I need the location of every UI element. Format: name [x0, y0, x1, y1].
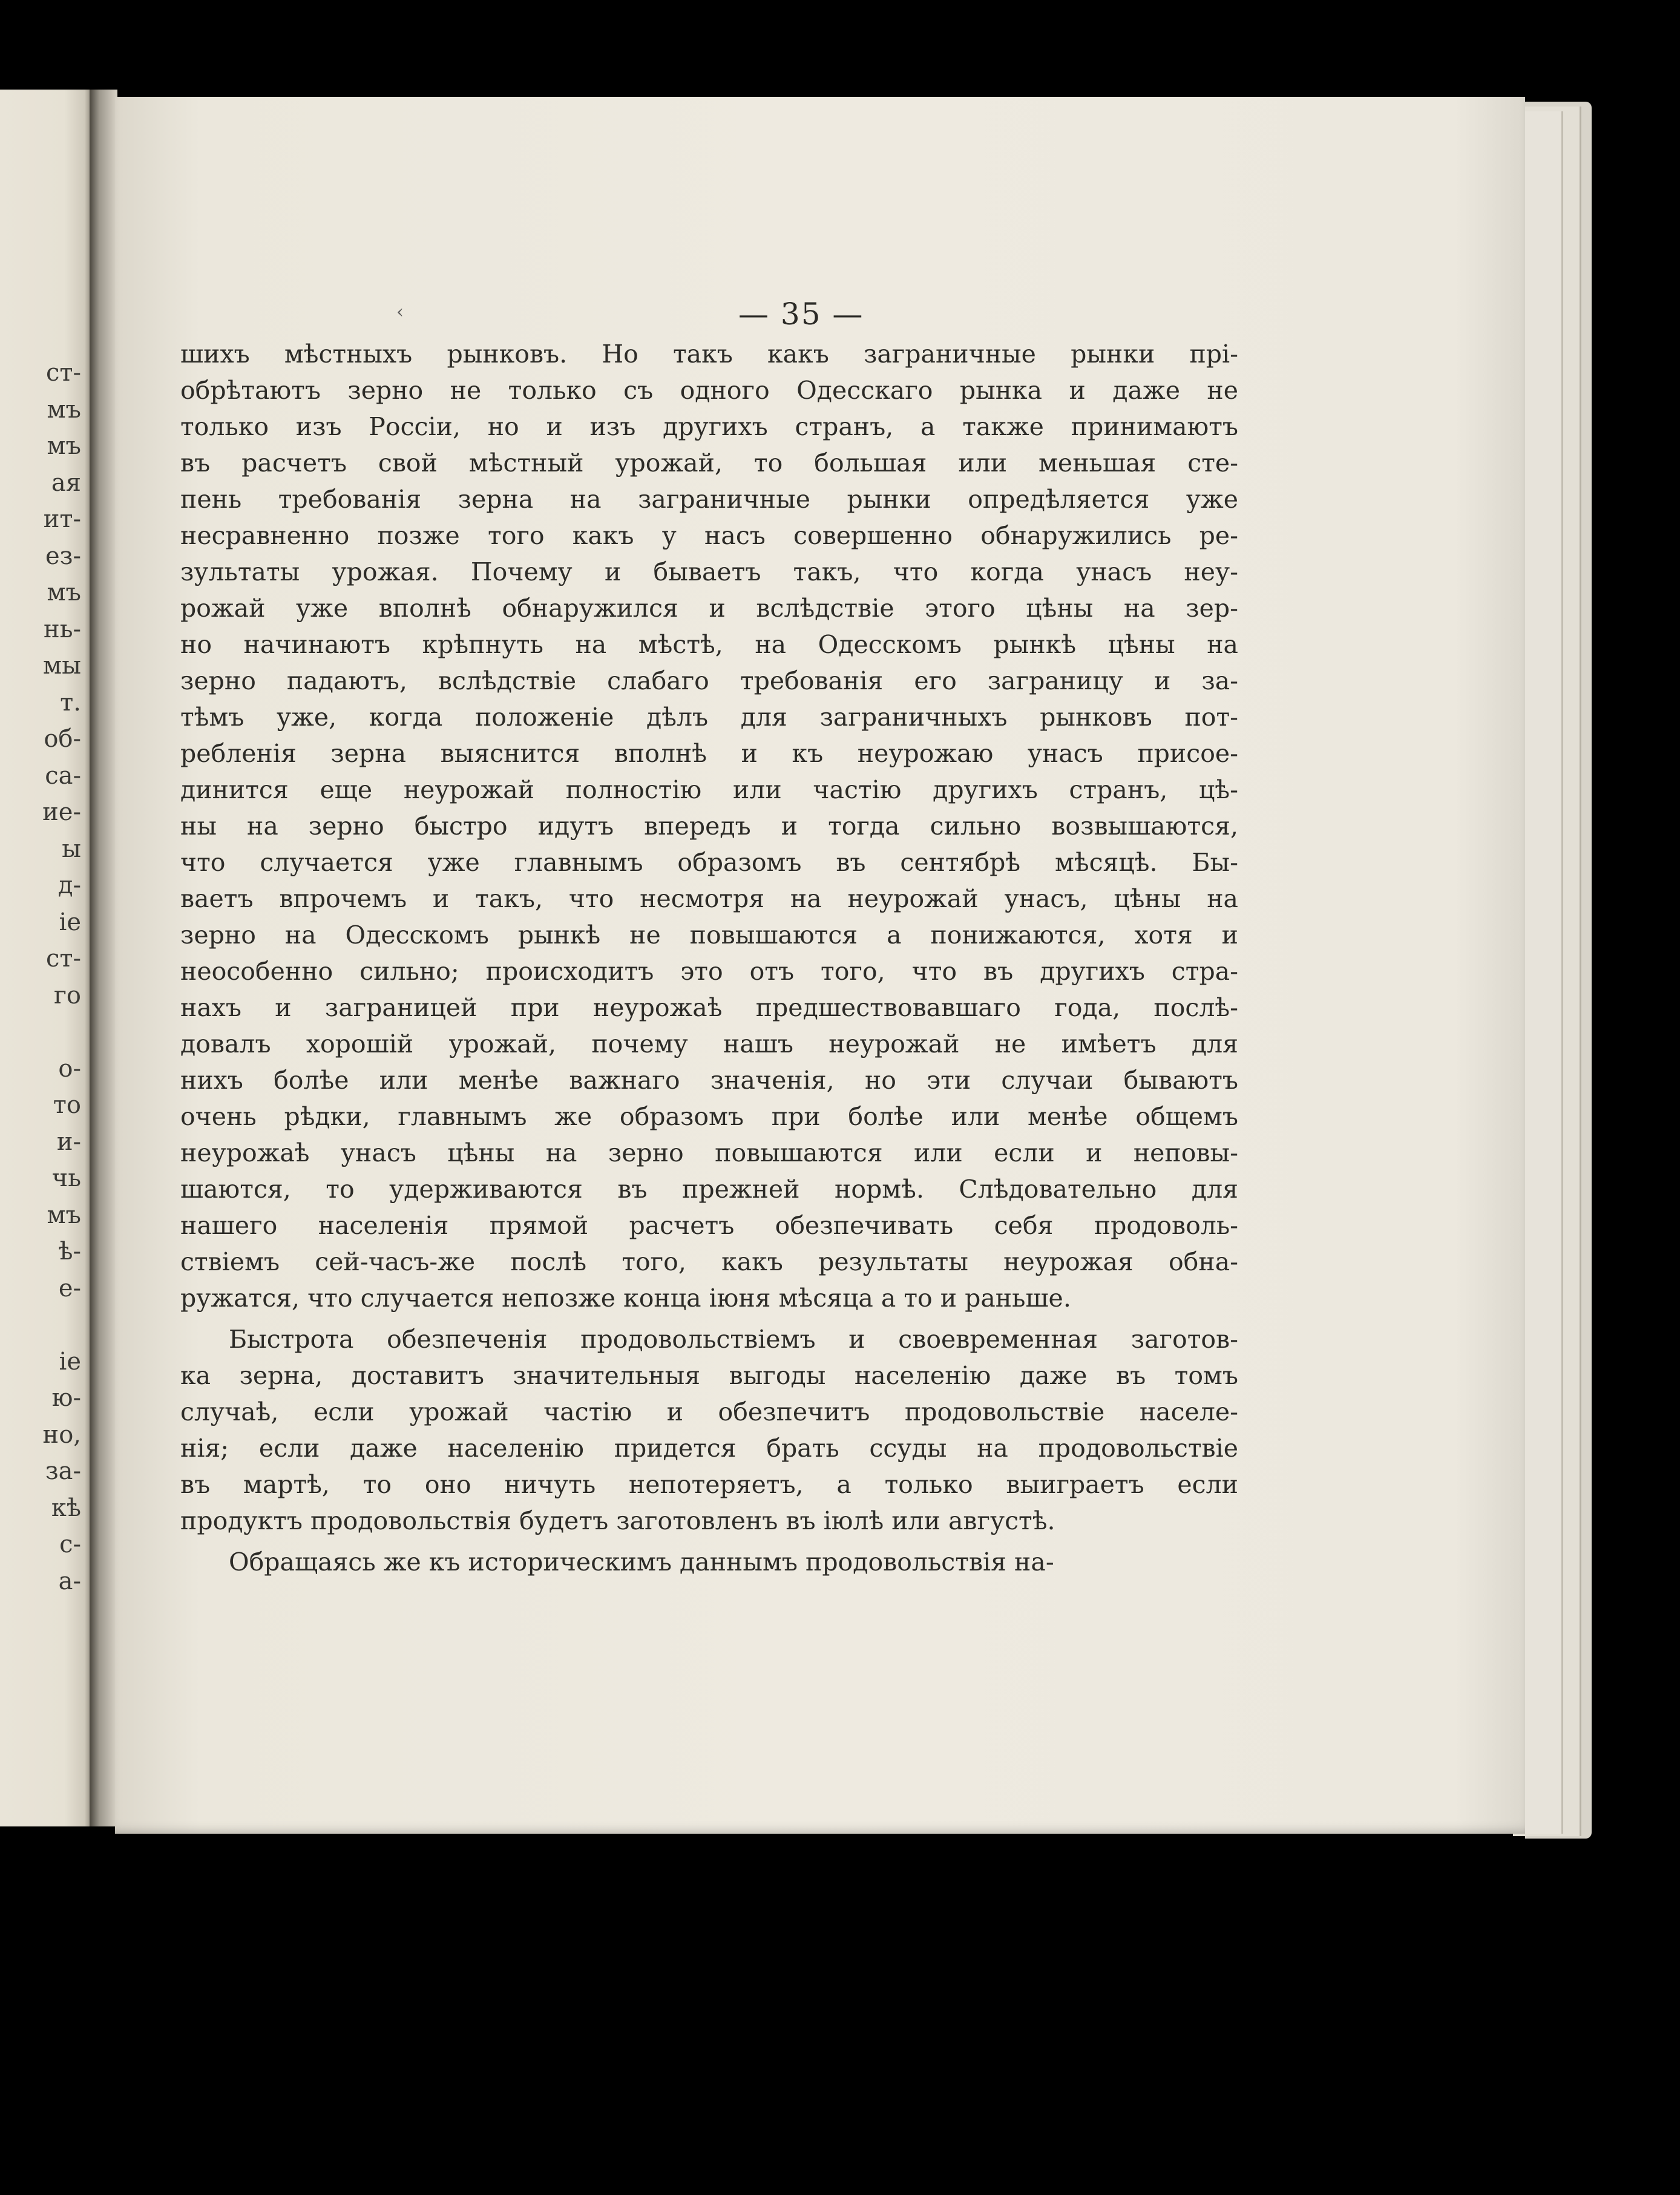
text-line: что случается уже главнымъ образомъ въ сентябрѣ мѣсяцѣ. Бы- [180, 848, 1238, 877]
margin-mark: ‹ [396, 301, 404, 323]
left-page-fragment: мъ [47, 432, 81, 460]
book-gutter [90, 90, 117, 1826]
text-line: продуктъ продовольствія будетъ заготовленъ въ іюлѣ или августѣ. [180, 1506, 1055, 1535]
left-page-fragment: т. [60, 688, 81, 717]
left-page-fragment: об- [44, 725, 81, 753]
left-page-fragment: са- [45, 761, 81, 790]
left-page-fragment: ие- [42, 798, 81, 826]
text-line: Обращаясь же къ историческимъ даннымъ продовольствія на- [229, 1547, 1054, 1577]
text-line: шихъ мѣстныхъ рынковъ. Но такъ какъ заграничные рынки прі- [180, 340, 1238, 369]
text-line: зерно падаютъ, вслѣдствіе слабаго требованія его заграницу и за- [180, 666, 1238, 695]
left-page-fragment: ѣ- [58, 1238, 81, 1265]
text-line: ваетъ впрочемъ и такъ, что несмотря на неурожай унасъ, цѣны на [180, 884, 1238, 913]
text-line: зерно на Одесскомъ рынкѣ не повышаются а понижаются, хотя и [180, 920, 1238, 950]
left-page-fragment: чь [51, 1164, 81, 1192]
text-line: зультаты урожая. Почему и бываетъ такъ, что когда унасъ неу- [180, 557, 1238, 586]
text-line: ружатся, что случается непозже конца іюня мѣсяца а то и раньше. [180, 1284, 1071, 1313]
left-page-fragment: ст- [45, 945, 81, 973]
text-line: нихъ болѣе или менѣе важнаго значенія, но эти случаи бываютъ [180, 1066, 1238, 1095]
left-page-fragment: ю- [51, 1384, 81, 1412]
left-page-fragment: ая [51, 468, 81, 497]
left-page-fragment: ы [62, 835, 81, 863]
text-line: въ расчетъ свой мѣстный урожай, то большая или меньшая сте- [180, 448, 1238, 477]
text-line: тѣмъ уже, когда положеніе дѣлъ для заграничныхъ рынковъ пот- [180, 703, 1238, 732]
left-page-fragment: іе [59, 1347, 81, 1376]
text-line: ка зерна, доставитъ значительныя выгоды населенію даже въ томъ [180, 1361, 1238, 1390]
text-line: Быстрота обезпеченія продовольствіемъ и своевременная заготов- [229, 1325, 1238, 1354]
left-facing-page [0, 90, 92, 1826]
text-line: случаѣ, если урожай частію и обезпечитъ продовольствіе населе- [180, 1397, 1238, 1426]
text-line: несравненно позже того какъ у насъ совершенно обнаружились ре- [180, 521, 1238, 550]
text-line: шаются, то удерживаются въ прежней нормѣ. Слѣдовательно для [180, 1175, 1238, 1204]
body-text [180, 336, 1238, 1580]
left-page-fragment: и- [56, 1127, 81, 1156]
text-line: неурожаѣ унасъ цѣны на зерно повышаются или если и неповы- [180, 1138, 1238, 1167]
left-page-fragment: ст- [45, 359, 81, 387]
left-page-fragment: е- [58, 1274, 81, 1302]
left-page-fragment: нь- [44, 615, 81, 643]
left-page-fragment: о- [58, 1054, 81, 1083]
left-page-fragment: за- [45, 1457, 81, 1485]
left-page-fragment: мъ [47, 395, 81, 424]
text-line: нахъ и заграницей при неурожаѣ предшествовавшаго года, послѣ- [180, 993, 1238, 1022]
text-line: нашего населенія прямой расчетъ обезпечивать себя продоволь- [180, 1211, 1238, 1240]
left-page-fragment: с- [59, 1531, 81, 1558]
left-page-fragment: мъ [47, 579, 81, 606]
text-line: пень требованія зерна на заграничные рынки опредѣляется уже [180, 485, 1238, 514]
left-page-fragment: іе [59, 908, 81, 936]
text-line: ны на зерно быстро идутъ впередъ и тогда сильно возвышаются, [180, 812, 1238, 841]
left-page-fragment: го [53, 981, 81, 1009]
left-page-fragment: кѣ [51, 1494, 81, 1522]
text-line: довалъ хорошій урожай, почему нашъ неурожай не имѣетъ для [180, 1029, 1238, 1058]
left-page-fragment: ит- [43, 505, 81, 533]
left-page-fragment: но, [42, 1420, 81, 1449]
left-page-fragment: мъ [47, 1201, 81, 1229]
page-number: — 35 — [738, 297, 864, 332]
left-page-fragment: а- [58, 1567, 81, 1595]
text-line: нія; если даже населенію придется брать ссуды на продовольствіе [180, 1434, 1238, 1463]
text-line: рожай уже вполнѣ обнаружился и вслѣдствіе этого цѣны на зер- [180, 594, 1238, 623]
text-line: динится еще неурожай полностію или частію другихъ странъ, цѣ- [180, 775, 1238, 804]
left-page-fragment: ез- [45, 542, 81, 570]
left-page-fragment: мы [43, 652, 81, 680]
text-line: только изъ Россіи, но и изъ другихъ странъ, а также принимаютъ [180, 412, 1238, 441]
left-page-fragment: д- [57, 871, 81, 899]
text-line: ствіемъ сей-часъ-же послѣ того, какъ результаты неурожая обна- [180, 1247, 1238, 1276]
book-page [115, 97, 1525, 1834]
text-line: въ мартѣ, то оно ничуть непотеряетъ, а только выиграетъ если [180, 1470, 1238, 1499]
text-line: обрѣтаютъ зерно не только съ одного Одесскаго рынка и даже не [180, 376, 1238, 405]
left-page-fragment: то [53, 1091, 81, 1119]
text-line: очень рѣдки, главнымъ же образомъ при болѣе или менѣе общемъ [180, 1102, 1238, 1131]
text-line: но начинаютъ крѣпнуть на мѣстѣ, на Одесскомъ рынкѣ цѣны на [180, 630, 1238, 659]
text-line: ребленія зерна выяснится вполнѣ и къ неурожаю унасъ присое- [180, 739, 1238, 768]
text-line: неособенно сильно; происходитъ это отъ того, что въ другихъ стра- [180, 957, 1238, 986]
